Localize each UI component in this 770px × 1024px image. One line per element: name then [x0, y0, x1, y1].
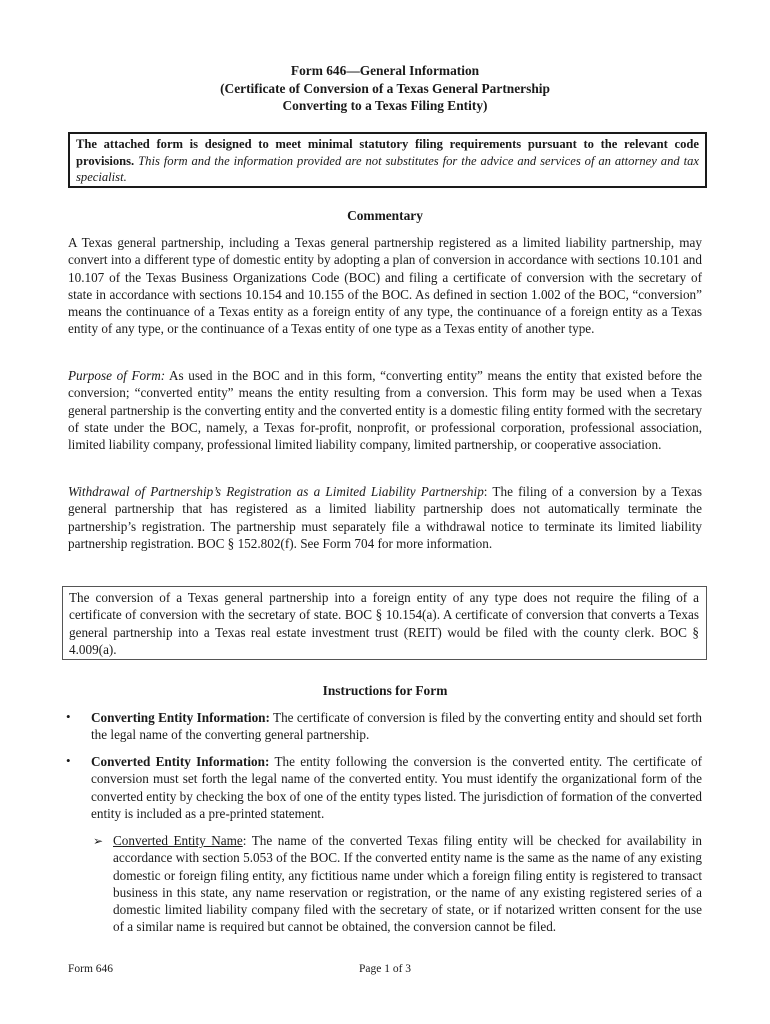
instructions-heading: Instructions for Form [322, 683, 448, 698]
converted-entity-info-item [91, 753, 702, 822]
converted-entity-name-item [113, 832, 702, 936]
title-line-1: Form 646—General Information [290, 63, 480, 78]
page-title [0, 62, 770, 115]
notice-italic-text: This form and the information provided are not substitutes for the advice and services of an attorney and tax specialist. [76, 153, 699, 184]
bullet-icon: • [66, 753, 71, 768]
title-line-3: Converting to a Texas Filing Entity) [282, 98, 488, 113]
arrow-bullet-icon: ➢ [93, 834, 104, 848]
bullet-icon: • [66, 709, 71, 724]
commentary-heading: Commentary [347, 208, 423, 223]
commentary-paragraph-1: A Texas general partnership, including a Texas general partnership registered as a limited liability partnership, may convert into a different type of domestic entity by adopting a plan of conversion in accordance with sections 10.101 and 10.107 of the Texas Business Organizations Code (BOC) and filing a certificate of conversion with the secretary of state in accordance with sections 10.154 and 10.155 of the BOC. As defined in section 1.002 of the BOC, “conversion” means the continuance of a Texas entity as a foreign entity of any type, the continuance of a foreign entity as a Texas entity of any type, or the continuance of a Texas entity of one type as a Texas entity of another type. [68, 235, 702, 337]
purpose-label: Purpose of Form: [68, 368, 166, 383]
purpose-text: As used in the BOC and in this form, “converting entity” means the entity that existed before the conversion; “converted entity” means the entity resulting from a conversion. This form may be used when a Texas general partnership is the converting entity and the converted entity is a domestic filing entity formed with the secretary of state under the BOC, namely, a Texas for-profit, nonprofit, or professional corporation, professional association, limited liability company, professional limited liability company, limited partnership, or cooperative association. [68, 368, 702, 453]
withdrawal-label: Withdrawal of Partnership’s Registration as a Limited Liability Partnership [68, 484, 484, 499]
converted-entity-name-text: : The name of the converted Texas filing entity will be checked for availability in accordance with section 5.053 of the BOC. If the converted entity name is the same as the name of any existing domestic or foreign filing entity, any fictitious name under which a foreign filing entity is registered to transact business in this state, any name reservation or registration, or the name of any existing registered series of a domestic limited liability company filed with the secretary of state, or if notarized written consent for the use of a similar name is required but cannot be obtained, the conversion cannot be filed. [113, 833, 702, 935]
footer-form-number: Form 646 [68, 963, 114, 975]
converting-entity-info-item [91, 709, 702, 744]
foreign-conversion-note-box: The conversion of a Texas general partnership into a foreign entity of any type does not require the filing of a certificate of conversion with the secretary of state. BOC § 10.154(a). A certificate of conversion that converts a Texas general partnership into a Texas real estate investment trust (REIT) would be filed with the county clerk. BOC § 4.009(a). [62, 586, 707, 660]
title-line-2: (Certificate of Conversion of a Texas General Partnership [220, 80, 550, 96]
converted-entity-label: Converted Entity Information: [91, 754, 270, 769]
footer-page-number: Page 1 of 3 [358, 963, 412, 975]
withdrawal-paragraph [68, 483, 702, 552]
converted-entity-name-label: Converted Entity Name [113, 833, 243, 848]
converted-entity-text: The entity following the conversion is the converted entity. The certificate of conversion must set forth the legal name of the converted entity. You must identify the organizational form of the converted entity by checking the box of one of the entity types listed. The jurisdiction of formation of the converted entity is included as a pre-printed statement. [91, 754, 702, 821]
converting-entity-label: Converting Entity Information: [91, 710, 270, 725]
converting-entity-text: The certificate of conversion is filed by the converting entity and should set forth the legal name of the converting general partnership. [91, 710, 702, 743]
purpose-of-form-paragraph [68, 367, 702, 453]
notice-bold-text: The attached form is designed to meet minimal statutory filing requirements pursuant to the relevant code provisions. [76, 137, 699, 168]
disclaimer-notice-box [68, 132, 707, 188]
withdrawal-text: : The filing of a conversion by a Texas general partnership that has registered as a limited liability partnership does not automatically terminate the partnership’s registration. The partnership must separately file a withdrawal notice to terminate its limited liability partnership registration. BOC § 152.802(f). See Form 704 for more information. [68, 484, 702, 551]
